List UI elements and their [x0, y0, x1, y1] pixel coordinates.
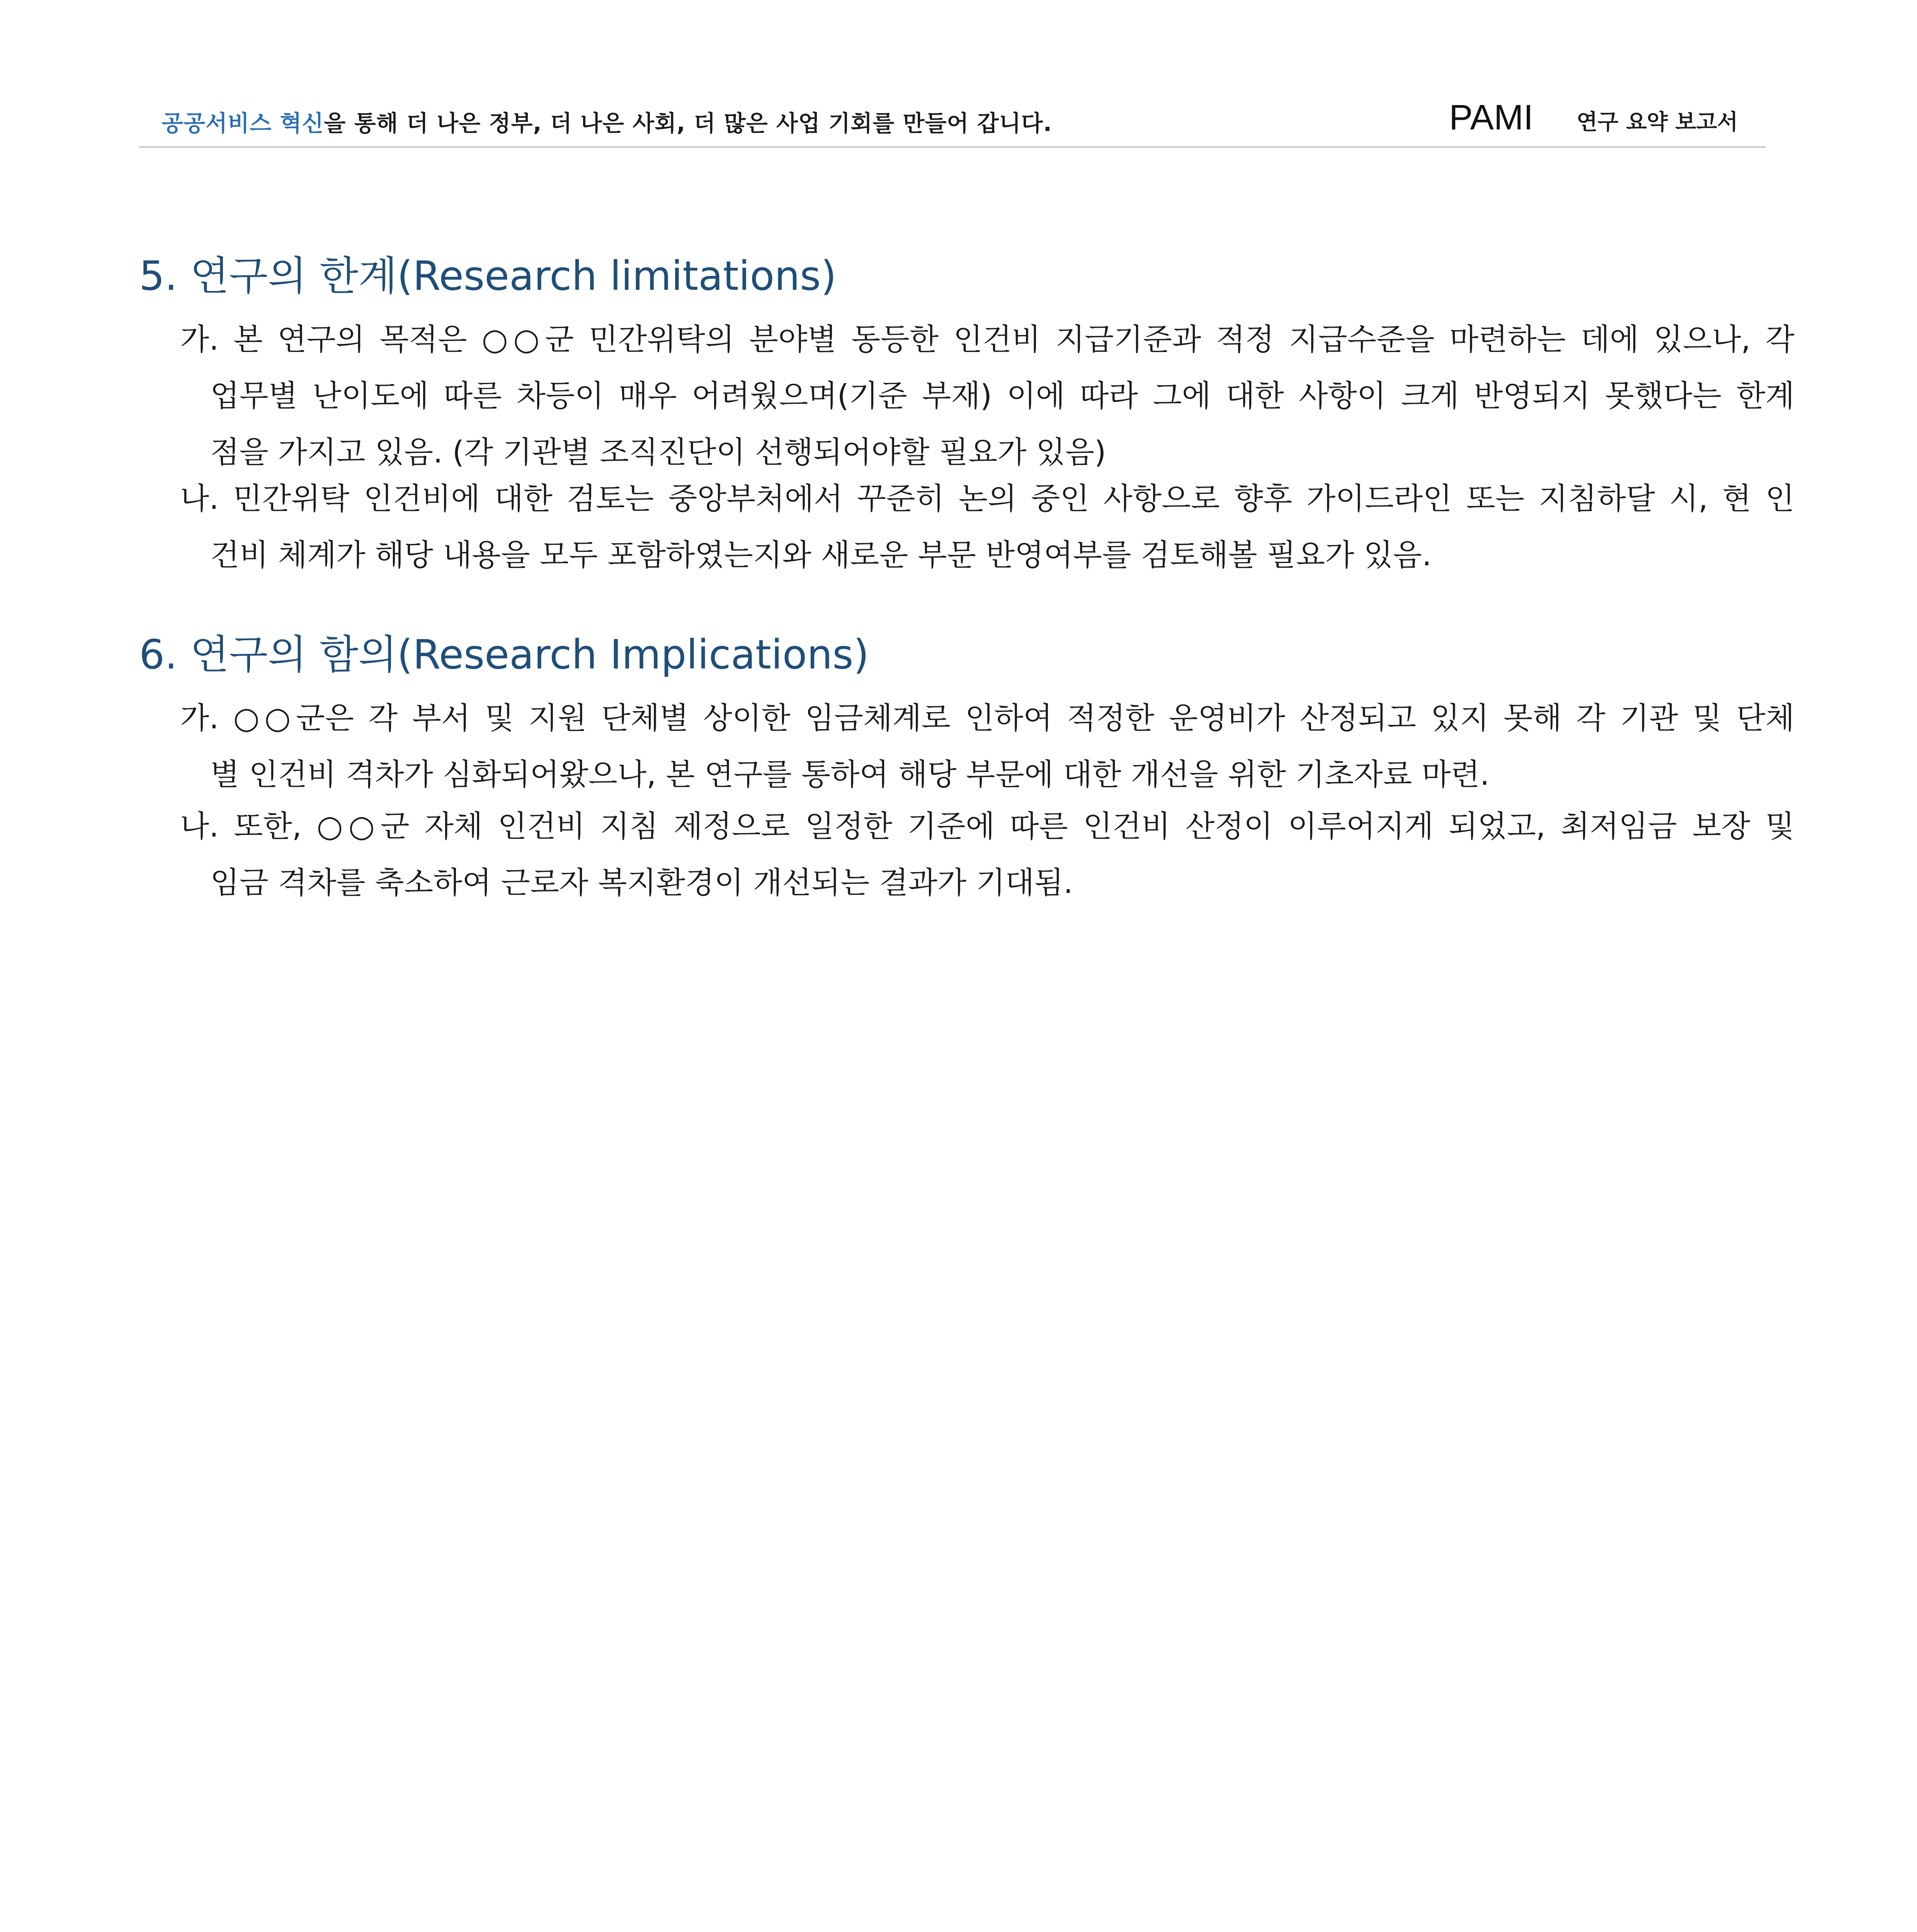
- header-report-label: 연구 요약 보고서: [1577, 110, 1738, 135]
- paragraph-line: 나. 또한, ○○군 자체 인건비 지침 제정으로 일정한 기준에 따른 인건비 산정이 이루어지게 되었고, 최저임금 보장 및: [180, 809, 1795, 844]
- section-5-item-1: [180, 311, 1795, 481]
- header-tagline: [162, 105, 1052, 138]
- paragraph-line: 건비 체계가 해당 내용을 모두 포함하였는지와 새로운 부문 반영여부를 검토해볼 필요가 있음.: [210, 538, 1432, 573]
- paragraph-line: 임금 격차를 축소하여 근로자 복지환경이 개선되는 결과가 기대됨.: [210, 866, 1073, 900]
- paragraph-line: 점을 가지고 있음. (각 기관별 조직진단이 선행되어야할 필요가 있음): [210, 435, 1106, 470]
- header-divider: [139, 146, 1766, 148]
- section-5-title: 5. 연구의 한계(Research limitations): [139, 252, 837, 299]
- paragraph-line: 나. 민간위탁 인건비에 대한 검토는 중앙부처에서 꾸준히 논의 중인 사항으로 향후 가이드라인 또는 지침하달 시, 현 인: [180, 481, 1795, 516]
- header-tagline-rest: 을 통해 더 나은 정부, 더 나은 사회, 더 많은 사업 기회를 만들어 갑니다.: [324, 110, 1052, 136]
- paragraph-line: 별 인건비 격차가 심화되어왔으나, 본 연구를 통하여 해당 부문에 대한 개선을 위한 기초자료 마련.: [210, 757, 1490, 792]
- paragraph-line: 가. ○○군은 각 부서 및 지원 단체별 상이한 임금체계로 인하여 적정한 운영비가 산정되고 있지 못해 각 기관 및 단체: [180, 701, 1795, 736]
- section-6-item-1: [180, 690, 1795, 803]
- paragraph-line: 가. 본 연구의 목적은 ○○군 민간위탁의 분야별 동등한 인건비 지급기준과 적정 지급수준을 마련하는 데에 있으나, 각: [180, 322, 1795, 357]
- section-6-item-2: [180, 798, 1795, 911]
- header-tagline-accent: 공공서비스 혁신: [162, 110, 324, 136]
- section-6-title: 6. 연구의 함의(Research Implications): [139, 631, 869, 678]
- section-5-item-2: [180, 471, 1795, 583]
- header-brand: PAMI: [1449, 98, 1534, 137]
- paragraph-line: 업무별 난이도에 따른 차등이 매우 어려웠으며(기준 부재) 이에 따라 그에 대한 사항이 크게 반영되지 못했다는 한계: [210, 379, 1795, 413]
